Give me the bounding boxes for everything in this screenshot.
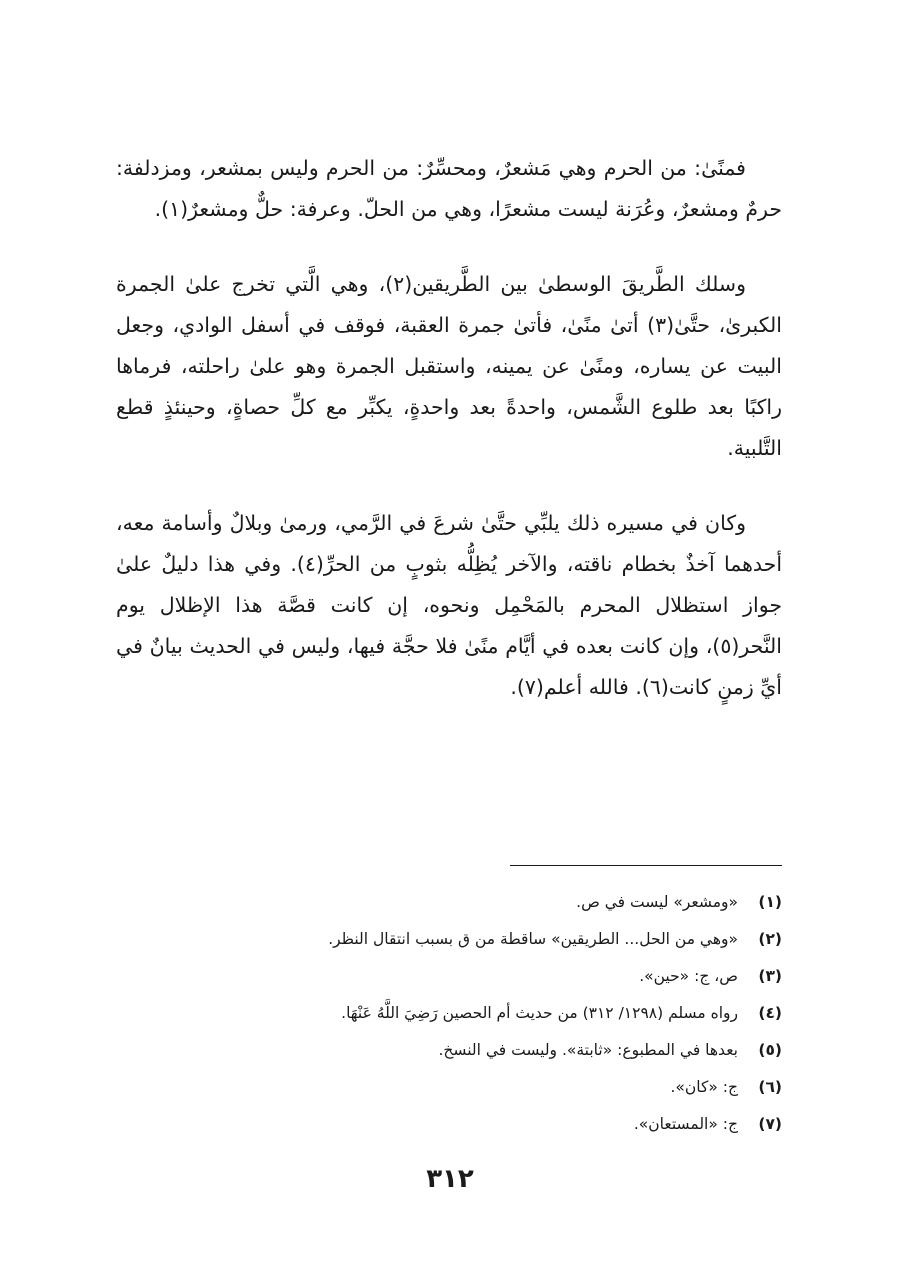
footnote-2 (116, 921, 782, 958)
footnote-text: «وهي من الحل... الطريقين» ساقطة من ق بسبب انتقال النظر. (328, 930, 738, 948)
footnote-text: بعدها في المطبوع: «ثابتة». وليست في النسخ. (438, 1041, 738, 1059)
footnotes-list (116, 884, 782, 1143)
footnote-6 (116, 1069, 782, 1106)
footnote-1 (116, 884, 782, 921)
footnote-separator (510, 865, 782, 866)
footnote-number: (١) (758, 893, 782, 911)
footnote-3 (116, 958, 782, 995)
footnote-4 (116, 995, 782, 1032)
footnote-text: ج: «كان». (670, 1078, 738, 1096)
page-number: ٣١٢ (426, 1164, 474, 1194)
footnote-5 (116, 1032, 782, 1069)
footnote-text: ص، ج: «حين». (639, 967, 738, 985)
footnote-text: ج: «المستعان». (633, 1115, 738, 1133)
footnote-number: (٤) (758, 1004, 782, 1022)
footnote-number: (٣) (758, 967, 782, 985)
paragraph-2: وسلك الطَّريقَ الوسطىٰ بين الطَّريقين(٢)، وهي الَّتي تخرج علىٰ الجمرة الكبرىٰ، حتَّىٰ(٣) أتىٰ منًىٰ، فأتىٰ جمرة العقبة، فوقف في أسفل الوادي، وجعل البيت عن يساره، ومنًىٰ عن يمينه، واستقبل الجمرة وهو علىٰ راحلته، فرماها راكبًا بعد طلوع الشَّمس، واحدةً بعد واحدةٍ، يكبِّر مع كلِّ حصاةٍ، وحينئذٍ قطع التَّلبية. (116, 272, 782, 460)
footnote-number: (٦) (758, 1078, 782, 1096)
footnote-number: (٧) (758, 1115, 782, 1133)
footnote-text: رواه مسلم (١٢٩٨/ ٣١٢) من حديث أم الحصين رَضِيَ اللَّهُ عَنْهَا. (341, 1004, 738, 1022)
footnote-text: «ومشعر» ليست في ص. (576, 893, 738, 911)
paragraph-3: وكان في مسيره ذلك يلبِّي حتَّىٰ شرعَ في الرَّمي، ورمىٰ وبلالٌ وأسامة معه، أحدهما آخذٌ بخطام ناقته، والآخر يُظِلُّه بثوبٍ من الحرِّ(٤). وفي هذا دليلٌ علىٰ جواز استظلال المحرم بالمَحْمِل ونحوه، إن كانت قصَّة هذا الإظلال يوم النَّحر(٥)، وإن كانت بعده في أيَّام منًىٰ فلا حجَّة فيها، وليس في الحديث بيانٌ في أيِّ زمنٍ كانت(٦). فالله أعلم(٧). (116, 511, 783, 699)
paragraph-1: فمنًىٰ: من الحرم وهي مَشعرٌ، ومحسِّرٌ: من الحرم وليس بمشعر، ومزدلفة: حرمٌ ومشعرٌ، وعُرَنة ليست مشعرًا، وهي من الحلّ. وعرفة: حلٌّ ومشعرٌ(١). (116, 156, 782, 221)
footnote-number: (٢) (758, 930, 782, 948)
footnote-number: (٥) (758, 1041, 782, 1059)
main-text (116, 148, 782, 742)
footnote-7 (116, 1106, 782, 1143)
